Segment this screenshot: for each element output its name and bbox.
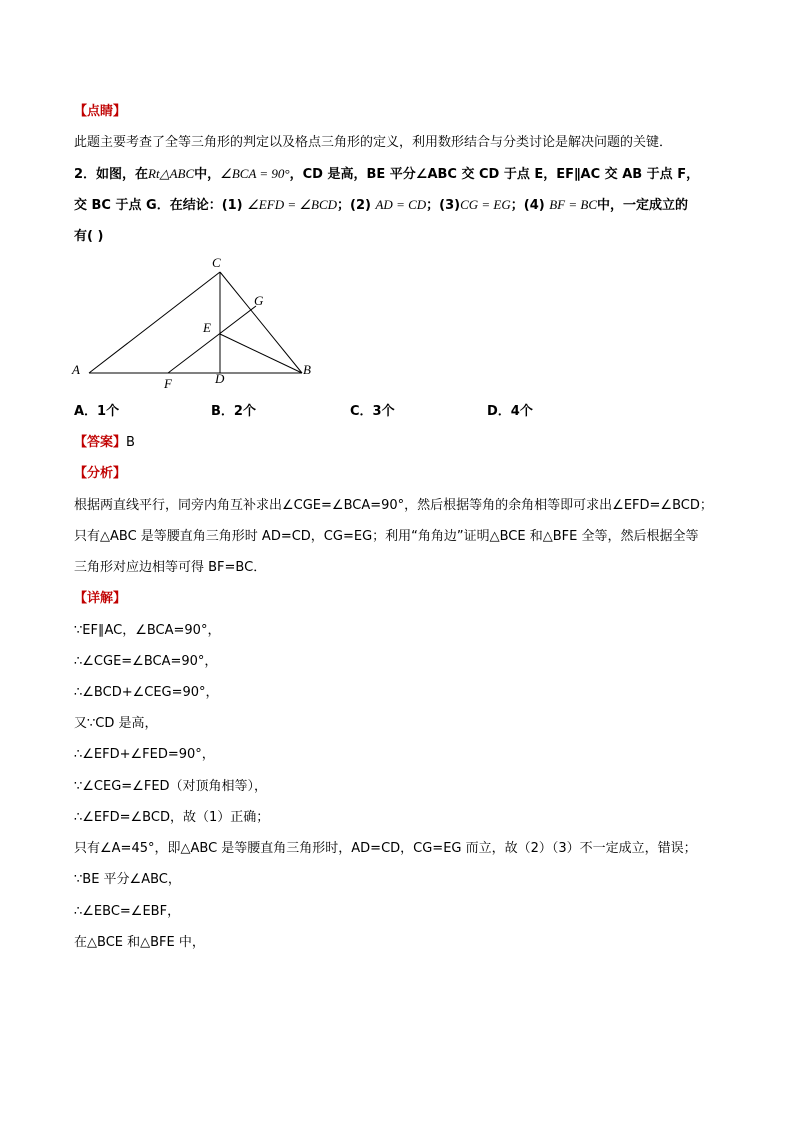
answer-value: B (126, 435, 135, 450)
sep-4: ；(4) (510, 198, 550, 213)
label-f: F (164, 376, 172, 391)
xiangjie-line: ∴∠CGE=∠BCA=90°， (74, 654, 218, 669)
choice-d: D．4个 (487, 404, 533, 419)
xiangjie-line: ∴∠EFD=∠BCD，故（1）正确； (74, 810, 270, 825)
label-b: B (303, 362, 311, 377)
question-line2-suffix: 中，一定成立的 (597, 198, 689, 213)
fenxi-line: 三角形对应边相等可得 BF=BC． (74, 560, 267, 575)
fenxi-line: 只有△ABC 是等腰直角三角形时 AD=CD，CG=EG；利用“角角边”证明△BCE 和△BFE 全等，然后根据全等 (74, 529, 699, 544)
segment-ac (89, 272, 220, 373)
xiangjie-heading: 【详解】 (74, 591, 127, 606)
rt-abc-math: Rt△ABC (148, 166, 195, 181)
segment-be (220, 334, 302, 373)
question-line-1 (74, 164, 699, 185)
xiangjie-line: ∵∠CEG=∠FED（对顶角相等）， (74, 779, 268, 794)
choice-c: C．3个 (350, 404, 395, 419)
answer-line (74, 433, 135, 453)
fenxi-heading: 【分析】 (74, 466, 127, 481)
question-prefix: 2．如图，在 (74, 167, 149, 182)
label-a: A (72, 362, 80, 377)
label-c: C (212, 255, 221, 270)
dianjing-text: 此题主要考查了全等三角形的判定以及格点三角形的定义，利用数形结合与分类讨论是解决问题的关键． (74, 135, 673, 150)
question-mid: ，CD 是高，BE 平分∠ABC 交 CD 于点 E，EF∥AC 交 AB 于点 F， (289, 167, 700, 182)
question-line-2 (74, 195, 688, 216)
question-line2-prefix: 交 BC 于点 G．在结论：(1) (74, 198, 248, 213)
label-d: D (215, 371, 225, 386)
question-line-3: 有( ) (74, 229, 104, 244)
sep-3: ；(3) (426, 198, 461, 213)
xiangjie-line: ∵EF∥AC，∠BCA=90°， (74, 623, 221, 638)
dianjing-heading: 【点睛】 (74, 104, 127, 119)
fenxi-line: 根据两直线平行，同旁内角互补求出∠CGE=∠BCA=90°，然后根据等角的余角相等即可求出∠EFD=∠BCD； (74, 498, 713, 513)
choice-a: A．1个 (74, 404, 120, 419)
xiangjie-line: ∴∠BCD+∠CEG=90°， (74, 685, 219, 700)
xiangjie-line: ∴∠EBC=∠EBF， (74, 904, 181, 919)
segment-bc (220, 272, 302, 373)
segment-fg (168, 306, 256, 373)
xiangjie-line: ∵BE 平分∠ABC， (74, 872, 181, 887)
label-e: E (203, 320, 211, 335)
conclusion-1: ∠EFD = ∠BCD (247, 197, 338, 212)
sep-2: ；(2) (337, 198, 376, 213)
xiangjie-line: 只有∠A=45°，即△ABC 是等腰直角三角形时，AD=CD，CG=EG 而立，故（2）（3）不一定成立，错误； (74, 841, 697, 856)
triangle-figure (60, 250, 330, 395)
angle-bca-math: ∠BCA = 90° (220, 166, 290, 181)
question-zhong: 中， (194, 167, 221, 182)
label-g: G (254, 293, 264, 308)
xiangjie-line: 在△BCE 和△BFE 中， (74, 935, 205, 950)
answer-heading: 【答案】 (74, 435, 127, 450)
xiangjie-line: ∴∠EFD+∠FED=90°， (74, 747, 215, 762)
xiangjie-line: 又∵CD 是高， (74, 716, 158, 731)
conclusion-4: BF = BC (549, 197, 598, 212)
conclusion-3: CG = EG (460, 197, 511, 212)
choice-b: B．2个 (211, 404, 256, 419)
conclusion-2: AD = CD (375, 197, 427, 212)
